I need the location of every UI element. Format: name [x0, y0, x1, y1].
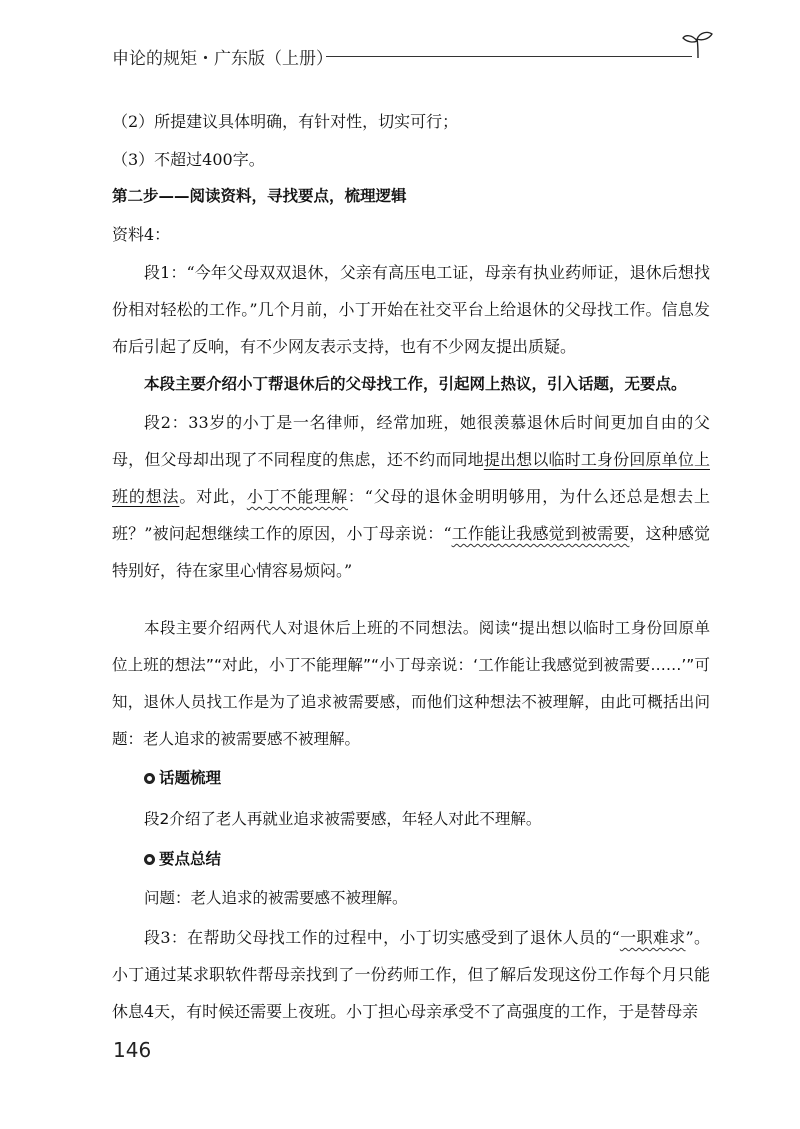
- page-number: 146: [113, 1038, 152, 1062]
- underlined-phrase: 提出想以临时工身份回原单位上班的想法: [112, 450, 710, 506]
- bullet-icon: [144, 854, 155, 865]
- topic-text: 段2介绍了老人再就业追求被需要感，年轻人对此不理解。: [144, 810, 542, 828]
- requirement-3: （3）不超过400字。: [112, 150, 265, 169]
- requirement-2: （2）所提建议具体明确，有针对性，切实可行；: [112, 112, 459, 131]
- paragraph-3: 段3：在帮助父母找工作的过程中，小丁切实感受到了退休人员的“一职难求”。小丁通过某求职软件帮母亲找到了一份药师工作，但了解后发现这份工作每个月只能休息4天，有时候还需要上夜班。小丁担心母亲承受不了高强度的工作，于是替母亲: [112, 928, 710, 1021]
- paragraph-2-summary: 本段主要介绍两代人对退休后上班的不同想法。阅读“提出想以临时工身份回原单位上班的想法”“对此，小丁不能理解”“小丁母亲说：‘工作能让我感觉到被需要……’”可知，退休人员找工作是为了追求被需要感，而他们这种想法不被理解，由此可概括出问题：老人追求的被需要感不被理解。: [112, 619, 710, 748]
- points-text: 问题：老人追求的被需要感不被理解。: [144, 889, 408, 907]
- step-2-heading: 第二步——阅读资料，寻找要点，梳理逻辑: [112, 187, 407, 205]
- page-header: [0, 30, 800, 70]
- wavy-underlined-phrase: 一职难求: [619, 928, 686, 947]
- paragraph-1: 段1：“今年父母双双退休，父亲有高压电工证，母亲有执业药师证，退休后想找份相对轻松的工作。”几个月前，小丁开始在社交平台上给退休的父母找工作。信息发布后引起了反响，有不少网友表示支持，也有不少网友提出质疑。: [112, 263, 710, 356]
- paragraph-1-summary: 本段主要介绍小丁帮退休后的父母找工作，引起网上热议，引入话题，无要点。: [144, 375, 687, 393]
- wavy-underlined-phrase: 小丁不能理解: [246, 487, 348, 506]
- points-heading: 要点总结: [112, 841, 710, 878]
- book-title: 申论的规矩・广东版（上册）: [112, 49, 333, 69]
- paragraph-2: 段2：33岁的小丁是一名律师，经常加班，她很羡慕退休后时间更加自由的父母，但父母却出现了不同程度的焦虑，还不约而同地提出想以临时工身份回原单位上班的想法。对此，小丁不能理解：“父母的退休金明明够用，为什么还总是想去上班？”被问起想继续工作的原因，小丁母亲说：“工作能让我感觉到被需要，这种感觉特别好，待在家里心情容易烦闷。”: [112, 413, 710, 580]
- sprout-icon: [680, 30, 716, 60]
- material-label: 资料4：: [112, 225, 171, 244]
- bullet-icon: [144, 773, 155, 784]
- wavy-underlined-phrase: 工作能让我感觉到被需要: [451, 524, 630, 543]
- topic-heading: 话题梳理: [112, 760, 710, 797]
- header-rule: [326, 56, 692, 57]
